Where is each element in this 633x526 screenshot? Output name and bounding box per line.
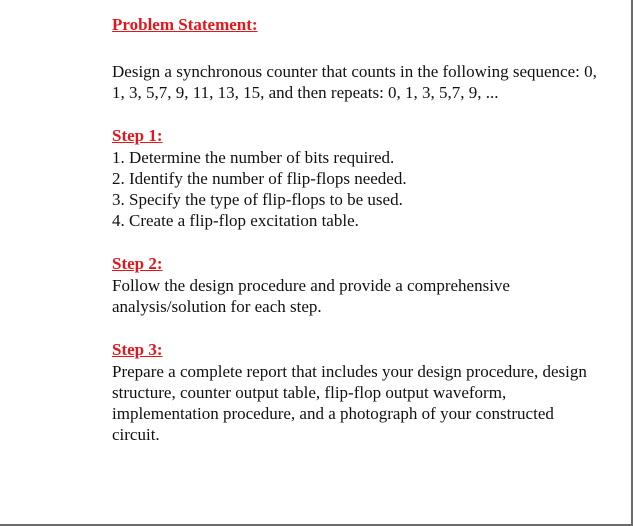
step1-heading: Step 1: — [112, 126, 163, 145]
step1-section — [112, 125, 602, 231]
step2-section — [112, 253, 602, 317]
problem-description-section — [112, 61, 602, 103]
document-body — [112, 14, 602, 445]
step1-item: 1. Determine the number of bits required. — [112, 148, 395, 167]
step1-item: 3. Specify the type of flip-flops to be used. — [112, 190, 403, 209]
step1-item: 2. Identify the number of flip-flops needed. — [112, 169, 407, 188]
step1-item: 4. Create a flip-flop excitation table. — [112, 211, 359, 230]
problem-statement-heading: Problem Statement: — [112, 15, 258, 34]
problem-description: Design a synchronous counter that counts in the following sequence: 0, 1, 3, 5,7, 9, 11, 13, 15, and then repeats: 0, 1, 3, 5,7, 9, ... — [112, 62, 597, 102]
step1-list — [112, 147, 602, 231]
step2-heading: Step 2: — [112, 254, 163, 273]
step3-text: Prepare a complete report that includes your design procedure, design structure, counter output table, flip-flop output waveform, implementation procedure, and a photograph of your constructed circuit. — [112, 362, 587, 444]
step3-section — [112, 339, 602, 445]
step3-heading: Step 3: — [112, 340, 163, 359]
problem-section — [112, 14, 602, 36]
step2-text: Follow the design procedure and provide a comprehensive analysis/solution for each step. — [112, 276, 510, 316]
